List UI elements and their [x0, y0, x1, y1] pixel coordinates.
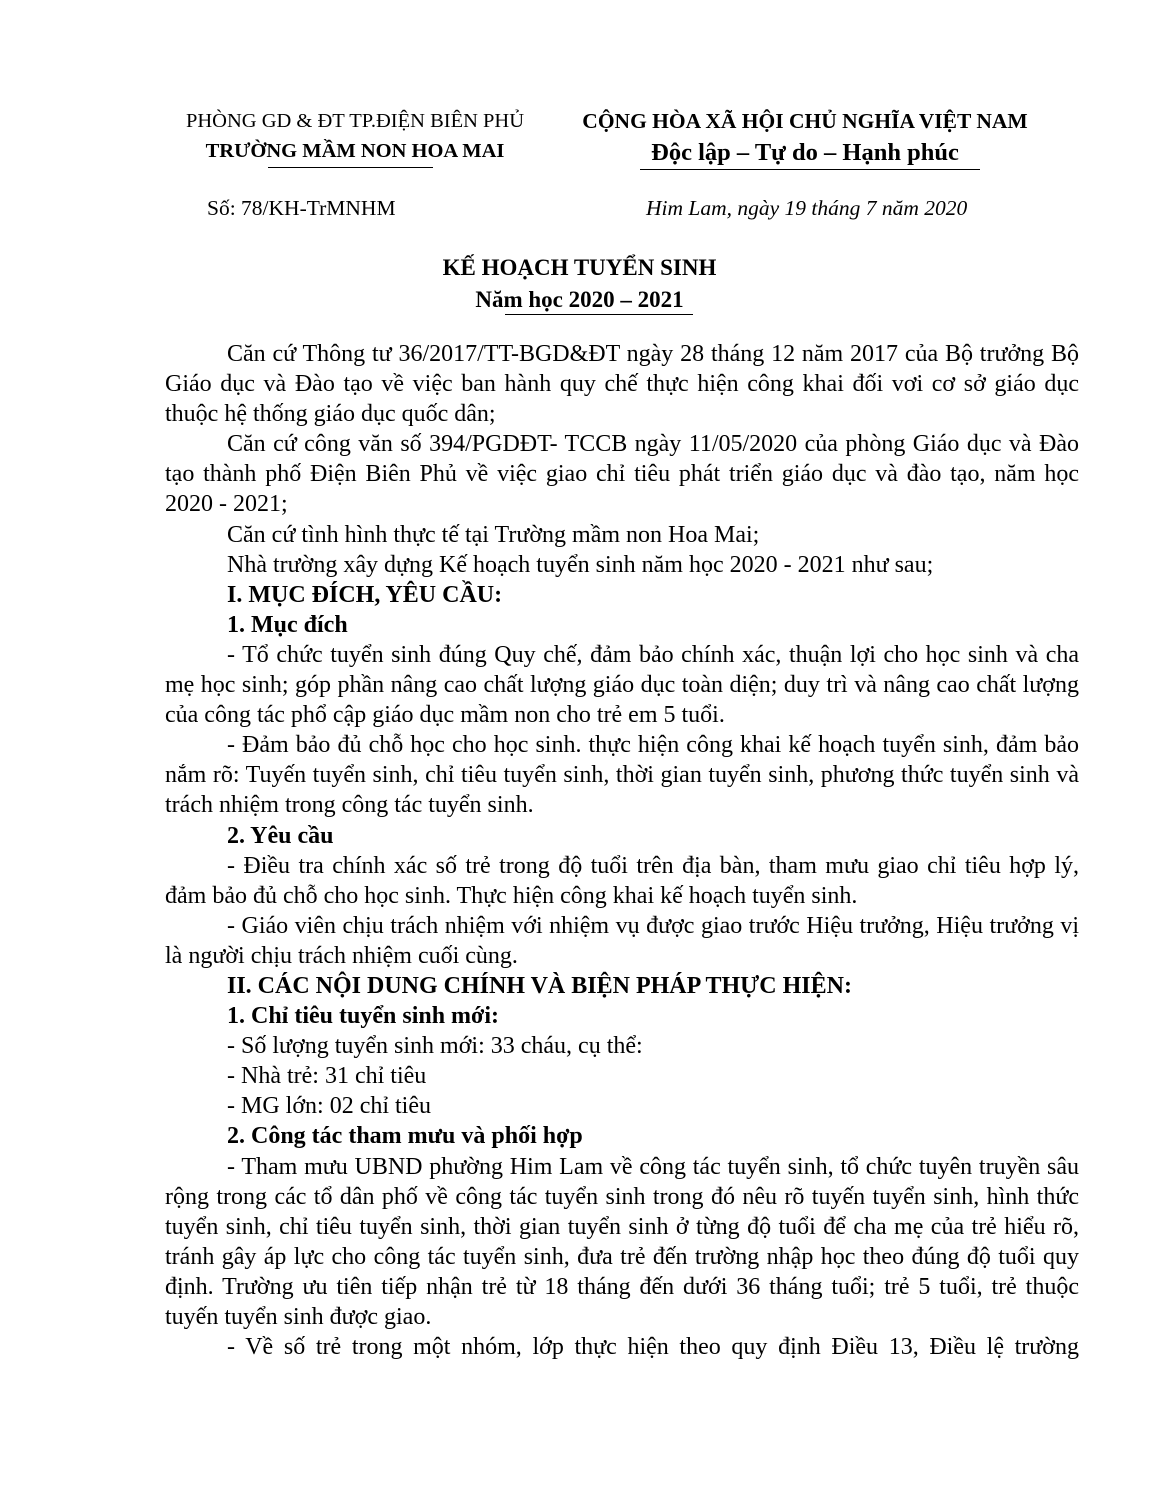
school-name: TRƯỜNG MẦM NON HOA MAI — [205, 140, 505, 162]
title-underline — [505, 314, 693, 315]
advisory-paragraph-1: - Tham mưu UBND phường Him Lam về công tác tuyển sinh, tổ chức tuyên truyền sâu rộng trong các tổ dân phố về công tác tuyển sinh trong đó nêu rõ tuyến tuyển sinh, hình thức tuyển sinh, chỉ tiêu tuyển sinh, thời gian tuyển sinh ở từng độ tuổi để cha mẹ của trẻ hiểu rõ, tránh gây áp lực cho công tác tuyển sinh, đưa trẻ đến trường nhập học theo đúng độ tuổi quy định. Trường ưu tiên tiếp nhận trẻ từ 18 tháng đến dưới 36 tháng tuổi; trẻ 5 tuổi, trẻ thuộc tuyến tuyển sinh được giao. — [165, 1153, 1079, 1330]
legal-basis-4: Nhà trường xây dựng Kế hoạch tuyển sinh năm học 2020 - 2021 như sau; — [227, 551, 934, 578]
enrollment-kindergarten: - MG lớn: 02 chỉ tiêu — [227, 1093, 431, 1120]
advisory-paragraph-2: - Về số trẻ trong một nhóm, lớp thực hiện theo quy định Điều 13, Điều lệ trường — [227, 1334, 1079, 1361]
place-and-date: Him Lam, ngày 19 tháng 7 năm 2020 — [646, 196, 968, 220]
enrollment-nursery: - Nhà trẻ: 31 chỉ tiêu — [227, 1063, 427, 1090]
national-motto-header — [560, 106, 1050, 170]
requirement-paragraph-2: - Giáo viên chịu trách nhiệm với nhiệm vụ được giao trước Hiệu trưởng, Hiệu trưởng vị là người chịu trách nhiệm cuối cùng. — [165, 912, 1079, 969]
section-2-1-heading: 1. Chỉ tiêu tuyển sinh mới: — [227, 1003, 499, 1030]
motto-underline — [640, 169, 980, 170]
purpose-paragraph-1: - Tổ chức tuyển sinh đúng Quy chế, đảm bảo chính xác, thuận lợi cho học sinh và cha mẹ học sinh; góp phần nâng cao chất lượng giáo dục toàn diện; duy trì và nâng cao chất lượng của công tác phổ cập giáo dục mầm non cho trẻ em 5 tuổi. — [165, 641, 1079, 729]
legal-basis-1: Căn cứ Thông tư 36/2017/TT-BGD&ĐT ngày 28 tháng 12 năm 2017 của Bộ trưởng Bộ Giáo dục và Đào tạo về việc ban hành quy chế thực hiện công khai đối vơi cơ sở giáo dục thuộc hệ thống giáo dục quốc dân; — [165, 341, 1079, 428]
section-2-heading: II. CÁC NỘI DUNG CHÍNH VÀ BIỆN PHÁP THỰC HIỆN: — [227, 972, 852, 999]
school-name-underline — [268, 167, 433, 168]
purpose-paragraph-2: - Đảm bảo đủ chỗ học cho học sinh. thực hiện công khai kế hoạch tuyển sinh, đảm bảo nắm rõ: Tuyến tuyển sinh, chỉ tiêu tuyển sinh, thời gian tuyển sinh, phương thức tuyển sinh và trách nhiệm trong công tác tuyển sinh. — [165, 732, 1079, 819]
requirement-paragraph-1: - Điều tra chính xác số trẻ trong độ tuổi trên địa bàn, tham mưu giao chỉ tiêu hợp lý, đảm bảo đủ chỗ cho học sinh. Thực hiện công khai kế hoạch tuyển sinh. — [165, 852, 1079, 909]
section-1-heading: I. MỤC ĐÍCH, YÊU CẦU: — [227, 581, 503, 608]
title-school-year: Năm học 2020 – 2021 — [475, 287, 684, 312]
department-name: PHÒNG GD & ĐT TP.ĐIỆN BIÊN PHỦ — [185, 110, 525, 132]
document-number: Số: 78/KH-TrMNHM — [207, 196, 396, 220]
legal-basis-3: Căn cứ tình hình thực tế tại Trường mầm non Hoa Mai; — [227, 521, 760, 548]
section-1-1-heading: 1. Mục đích — [227, 611, 348, 638]
title-main: KẾ HOẠCH TUYỂN SINH — [442, 255, 717, 280]
issuing-agency-header — [150, 106, 560, 166]
document-body — [165, 339, 1079, 1362]
document-title — [0, 252, 1159, 316]
legal-basis-2: Căn cứ công văn số 394/PGDĐT- TCCB ngày 11/05/2020 của phòng Giáo dục và Đào tạo thành phố Điện Biên Phủ về việc giao chỉ tiêu phát triển giáo dục và đào tạo, năm học 2020 - 2021; — [165, 431, 1079, 518]
section-2-2-heading: 2. Công tác tham mưu và phối hợp — [227, 1123, 583, 1150]
national-motto: Độc lập – Tự do – Hạnh phúc — [651, 139, 959, 166]
enrollment-total: - Số lượng tuyển sinh mới: 33 cháu, cụ thể: — [227, 1033, 643, 1060]
section-1-2-heading: 2. Yêu cầu — [227, 822, 334, 849]
country-name: CỘNG HÒA XÃ HỘI CHỦ NGHĨA VIỆT NAM — [582, 109, 1028, 133]
